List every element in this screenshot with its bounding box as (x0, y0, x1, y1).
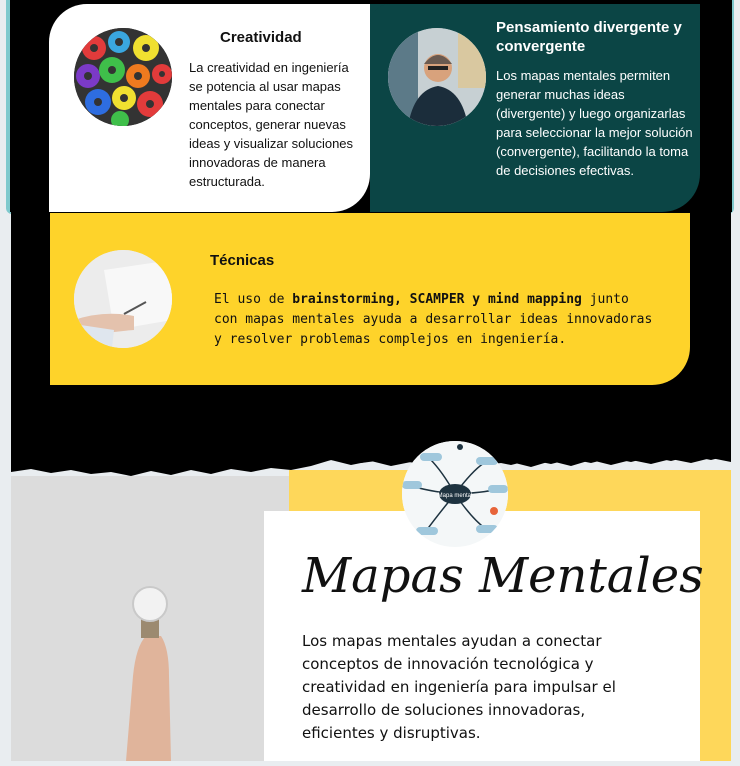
person-icon (388, 28, 486, 126)
hero-body: Los mapas mentales ayudan a conectar conceptos de innovación tecnológica y creatividad en ingeniería para impulsar el desarrollo de soluciones innovadoras, eficientes y disruptivas. (302, 632, 616, 742)
gears-icon (74, 28, 172, 126)
hands-writing-icon (74, 250, 172, 348)
pensamiento-body: Los mapas mentales permiten generar muchas ideas (divergente) y luego organizarlas para seleccionar la mejor solución (convergente), facilitando la toma de decisiones efectivas. (496, 68, 693, 178)
gears-image (74, 28, 172, 126)
lightbulb-hand-icon (11, 476, 289, 761)
tecnicas-title: Técnicas (210, 252, 275, 269)
lightbulb-photo (11, 476, 289, 761)
tecnicas-body (214, 290, 654, 350)
creatividad-body: La creatividad en ingeniería se potencia al usar mapas mentales para conectar conceptos, generar nuevas ideas y visualizar soluciones innovadoras de manera estructurada. (189, 60, 354, 189)
tecnicas-body-bold: brainstorming, SCAMPER y mind mapping (292, 292, 582, 307)
pensamiento-title: Pensamiento divergente y convergente (496, 19, 682, 55)
person-image (388, 28, 486, 126)
torn-edge-lower (11, 440, 731, 480)
hands-image (74, 250, 172, 348)
mindmap-image (402, 441, 508, 547)
tecnicas-body-prefix: El uso de (214, 292, 293, 307)
creatividad-title: Creatividad (220, 29, 302, 46)
mindmap-icon (402, 441, 508, 547)
hero-title: Mapas Mentales (302, 548, 704, 604)
mindmap-center-label: Mapa mental (437, 493, 473, 499)
tecnicas-body-suffix: junto con mapas mentales ayuda a desarrollar ideas innovadoras y resolver problemas complejos en ingeniería. (214, 292, 653, 347)
card-pensamiento-corner (370, 4, 390, 212)
